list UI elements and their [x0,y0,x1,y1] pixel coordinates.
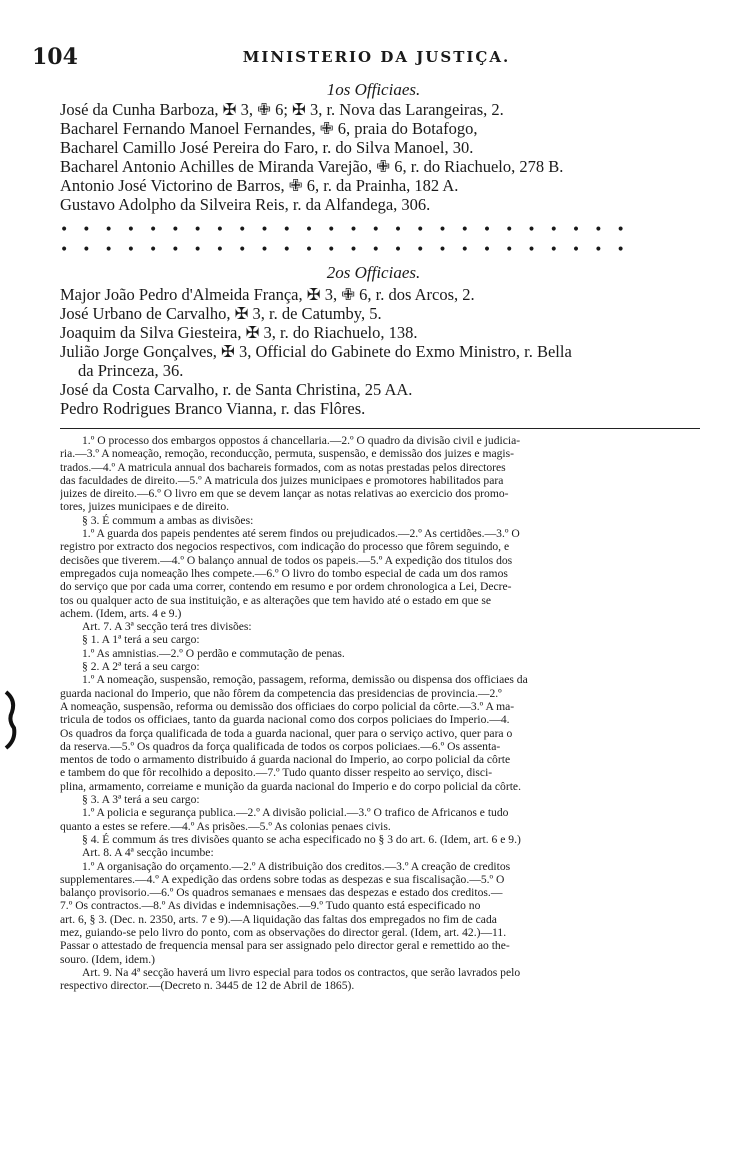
legal-text-line: Art. 7. A 3ª secção terá tres divisões: [82,620,252,634]
officer-entry: Julião Jorge Gonçalves, ✠ 3, Official do Gabinete do Exmo Ministro, r. Bella [60,342,572,361]
legal-text-line: 1.º A organisação do orçamento.—2.º A distribuição dos creditos.—3.º A creação de creditos [82,859,511,873]
legal-text-line: respectivo director.—(Decreto n. 3445 de 12 de Abril de 1865). [60,979,355,993]
officer-entry: Major João Pedro d'Almeida França, ✠ 3, ✙ 6, r. dos Arcos, 2. [60,285,475,304]
officer-entry: Joaquim da Silva Giesteira, ✠ 3, r. do Riachuelo, 138. [60,323,418,342]
legal-text-line: quanto a estes se refere.—4.º As prisões.—5.º As colonias penaes civis. [60,819,391,833]
legal-text-line: tricula de todos os officiaes, tanto da guarda nacional como dos corpos policiaes do Imperio.—4. [60,713,510,727]
dot-leader-row: •••••••••••••••••••••••••• [60,242,639,258]
legal-text-line: supplementares.—4.º A expedição das ordens sobre todas as despezas e sua fiscalisação.—5.º O [60,872,505,886]
officer-entry: Gustavo Adolpho da Silveira Reis, r. da Alfandega, 306. [60,195,431,214]
legal-text-line: 1.º O processo dos embargos oppostos á chancellaria.—2.º O quadro da divisão civil e judicia- [82,434,521,447]
legal-text-line: § 3. A 3ª terá a seu cargo: [82,793,200,807]
legal-text-line: tos ou qualquer acto de sua instituição, e as alterações que tem havido até o estado em que se [60,593,492,607]
legal-text-line: registro por extracto dos negocios respectivos, com indicação do processo que fôrem seguindo, e [60,540,510,554]
officer-entry: Bacharel Camillo José Pereira do Faro, r. do Silva Manoel, 30. [60,138,474,157]
legal-text-line: § 3. É commum a ambas as divisões: [82,513,254,527]
legal-text-line: Passar o attestado de frequencia mensal para ser assignado pelo director geral e remettido ao the- [60,939,510,953]
legal-text-line: § 1. A 1ª terá a seu cargo: [82,633,200,647]
legal-text-line: souro. (Idem, idem.) [60,952,155,966]
officer-entry-continuation: da Princeza, 36. [78,361,184,380]
legal-text-line: 1.º As amnistias.—2.º O perdão e commutação de penas. [82,646,345,660]
legal-text-line: juizes de direito.—6.º O livro em que se devem lançar as notas relativas ao exercicio dos promo- [60,487,509,501]
legal-text-block [60,434,700,992]
legal-text-line: 1.º A nomeação, suspensão, remoção, passagem, reforma, demissão ou dispensa dos officiaes da [82,673,528,687]
legal-text-line: A nomeação, suspensão, reforma ou demissão dos officiaes do corpo policial da côrte.—3.º A ma- [60,699,515,713]
legal-text-line: trados.—4.º A matricula annual dos bachareis formados, com as notas prestadas pelos directores [60,460,506,474]
section-heading-segundos-officiaes: 2os Officiaes. [326,263,421,282]
legal-text-line: guarda nacional do Imperio, que não fôrem da competencia das presidencias de provincia.—2.º [60,686,502,700]
legal-text-line: Art. 8. A 4ª secção incumbe: [82,846,214,860]
running-title: MINISTERIO DA JUSTIÇA. [242,48,511,66]
legal-text-line: e tambem do que fôr recolhido a deposito.—7.º Tudo quanto disser respeito ao serviço, disci- [60,766,493,780]
legal-text-line: § 4. É commum ás tres divisões quanto se acha especificado no § 3 do art. 6. (Idem, art. 6 e 9.) [82,832,521,846]
legal-text-line: 7.º Os contractos.—8.º As dividas e indemnisações.—9.º Tudo quanto está especificado no [60,899,481,913]
legal-text-line: achem. (Idem, arts. 4 e 9.) [60,606,182,620]
legal-text-line: das faculdades de direito.—5.º A matricula dos juizes municipaes e promotores habilitados para [60,473,504,487]
section-heading-primeiros-officiaes: 1os Officiaes. [326,80,421,99]
margin-bracket-mark [2,690,18,750]
legal-text-line: Os quadros da força qualificada de toda a guarda nacional, quer para o serviço activo, quer para o [60,726,513,740]
page-header [26,44,727,74]
officer-entry: José da Costa Carvalho, r. de Santa Christina, 25 AA. [60,380,413,399]
legal-text-line: § 2. A 2ª terá a seu cargo: [82,660,200,674]
legal-text-line: decisões que tiverem.—4.º O balanço annual de todos os papeis.—5.º A expedição dos titulos dos [60,553,513,567]
legal-text-line: art. 6, § 3. (Dec. n. 2350, arts. 7 e 9).—A liquidação das faltas dos empregados no fim de cada [60,912,497,926]
legal-text-line: 1.º A policia e segurança publica.—2.º A divisão policial.—3.º O trafico de Africanos e tudo [82,806,509,820]
section-divider-rule [60,428,700,429]
legal-text-line: mez, guiando-se pelo livro do ponto, com as observações do director geral. (Idem, art. 42.)—11. [60,925,507,939]
dot-leader-row: •••••••••••••••••••••••••• [60,222,639,238]
legal-text-line: balanço provisorio.—6.º Os quadros semanaes e mensaes das despezas e estado dos creditos.— [60,886,503,900]
legal-text-line: mentos de todo o armamento distribuido á guarda nacional do Imperio, ao corpo policial da côrte [60,753,511,767]
legal-text-line: plina, armamento, correiame e munição da guarda nacional do Imperio e do corpo policial da côrte. [60,779,521,793]
legal-text-line: ria.—3.º A nomeação, remoção, reconducção, permuta, suspensão, e demissão dos juizes e magis- [60,447,514,461]
officer-entry: Antonio José Victorino de Barros, ✙ 6, r. da Prainha, 182 A. [60,176,459,195]
legal-text-line: da reserva.—5.º Os quadros da força qualificada de todos os corpos policiaes.—6.º Os assenta- [60,739,501,753]
legal-text-line: do serviço que por cada uma correr, contendo em resumo e por ordem chronologica a Lei, Decre- [60,580,512,594]
legal-text-line: Art. 9. Na 4ª secção haverá um livro especial para todos os contractos, que serão lavrados pelo [82,965,521,979]
officer-entry: Bacharel Fernando Manoel Fernandes, ✙ 6, praia do Botafogo, [60,119,478,138]
legal-text-line: 1.º A guarda dos papeis pendentes até serem findos ou prejudicados.—2.º As certidões.—3.º O [82,527,520,541]
officer-entry: Bacharel Antonio Achilles de Miranda Varejão, ✙ 6, r. do Riachuelo, 278 B. [60,157,564,176]
officer-entry: José Urbano de Carvalho, ✠ 3, r. de Catumby, 5. [60,304,382,323]
page-number: 104 [32,44,78,70]
officer-entry: Pedro Rodrigues Branco Vianna, r. das Flôres. [60,399,366,418]
legal-text-line: tores, juizes municipaes e de direito. [60,500,230,514]
legal-text-line: empregados cuja nomeação lhes compete.—6.º O livro do tombo especial de cada um dos ramos [60,566,508,580]
officer-entry: José da Cunha Barboza, ✠ 3, ✙ 6; ✠ 3, r. Nova das Larangeiras, 2. [60,100,504,119]
